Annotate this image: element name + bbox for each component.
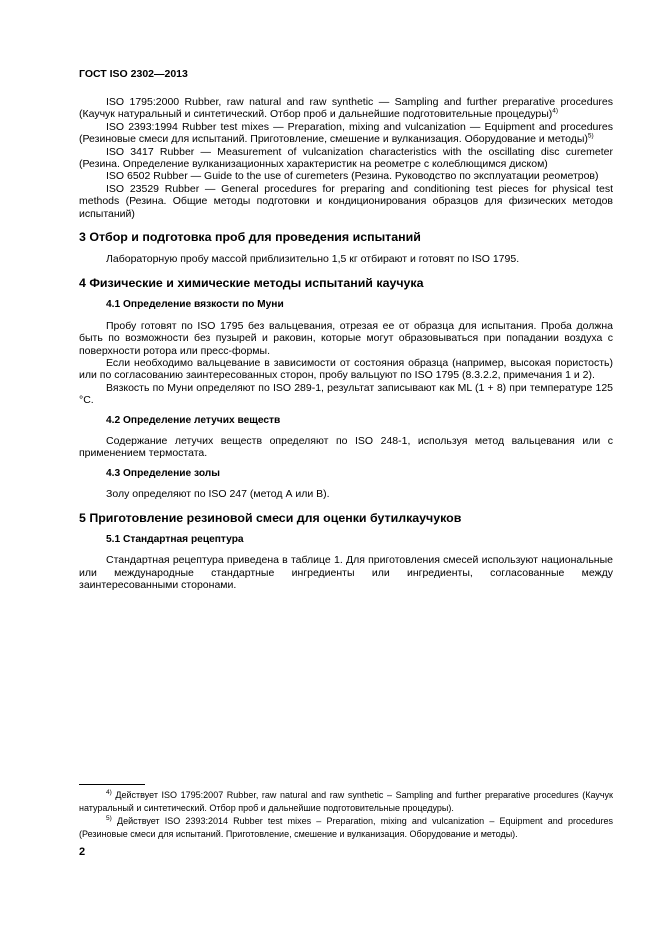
document-header: ГОСТ ISO 2302—2013	[79, 68, 188, 80]
section-heading-4: 4 Физические и химические методы испытаний каучука	[79, 275, 424, 290]
reference-item: ISO 2393:1994 Rubber test mixes — Preparation, mixing and vulcanization — Equipment and procedures (Резиновые смеси для испытаний. Приготовление, смешение и вулканизация. Оборудование и методы)$^{5)}$	[79, 120, 613, 146]
paragraph: Лабораторную пробу массой приблизительно 1,5 кг отбирают и готовят по ISO 1795.	[106, 253, 520, 266]
footnotes	[79, 789, 613, 841]
paragraph: Стандартная рецептура приведена в таблице 1. Для приготовления смесей используют национальные или международные стандартные ингредиенты или ингредиенты, согласованные между заинтересованными сторонами.	[79, 554, 613, 592]
paragraph: Пробу готовят по ISO 1795 без вальцевания, отрезая ее от образца для испытания. Проба должна быть по возможности без пузырей и раковин, которые могут образовываться при попадании воздуха с поверхности ротора или пресс-формы.	[79, 319, 613, 357]
page-number: 2	[79, 846, 86, 858]
reference-item: ISO 23529 Rubber — General procedures for preparing and conditioning test pieces for physical test methods (Резина. Общие методы подготовки и кондиционирования образцов для физических методов испытаний)	[79, 182, 613, 220]
paragraph: Вязкость по Муни определяют по ISO 289-1, результат записывают как ML (1 + 8) при температуре 125 °С.	[79, 381, 613, 407]
reference-item: ISO 6502 Rubber — Guide to the use of curemeters (Резина. Руководство по эксплуатации реометров)	[106, 170, 599, 183]
footnote-marker: 5)	[587, 132, 594, 140]
subsection-heading-4-3: 4.3 Определение золы	[106, 467, 220, 479]
subsection-heading-4-1: 4.1 Определение вязкости по Муни	[106, 299, 284, 311]
reference-item: ISO 1795:2000 Rubber, raw natural and raw synthetic — Sampling and further preparative procedures (Каучук натуральный и синтетический. Отбор проб и дальнейшие подготовительные процедуры)$^{4)}$	[79, 96, 613, 121]
reference-item: ISO 3417 Rubber — Measurement of vulcanization characteristics with the oscillating disc curemeter (Резина. Определение вулканизационных характеристик на реометре с колеблющимся диском)	[79, 145, 613, 171]
footnote-marker: 5)	[106, 815, 112, 822]
subsection-heading-5-1: 5.1 Стандартная рецептура	[106, 533, 244, 545]
paragraph: Золу определяют по ISO 247 (метод А или В).	[106, 488, 330, 501]
document-body	[79, 96, 613, 592]
section-heading-3: 3 Отбор и подготовка проб для проведения испытаний	[79, 230, 421, 245]
paragraph: Если необходимо вальцевание в зависимости от состояния образца (например, высокая пористость) или по согласованию заинтересованных сторон, пробу вальцуют по ISO 1795 (8.3.2.2, примечания 1 и 2).	[79, 356, 613, 382]
subsection-heading-4-2: 4.2 Определение летучих веществ	[106, 414, 281, 426]
section-heading-5: 5 Приготовление резиновой смеси для оценки бутилкаучуков	[79, 510, 462, 525]
footnote-marker: 4)	[552, 107, 559, 115]
footnote-separator	[79, 784, 145, 785]
footnote: $^{4)}$ Действует ISO 1795:2007 Rubber, raw natural and raw synthetic – Sampling and further preparative procedures (Каучук натуральный и синтетический. Отбор проб и дальнейшие подготовительные процедуры).	[79, 789, 613, 813]
footnote: $^{5)}$ Действует ISO 2393:2014 Rubber test mixes – Preparation, mixing and vulcanization – Equipment and procedures (Резиновые смеси для испытаний. Приготовление, смешение и вулканизация. Оборудование и методы).	[79, 815, 613, 839]
footnote-marker: 4)	[106, 789, 112, 796]
paragraph: Содержание летучих веществ определяют по ISO 248-1, используя метод вальцевания или с применением термостата.	[79, 434, 613, 460]
